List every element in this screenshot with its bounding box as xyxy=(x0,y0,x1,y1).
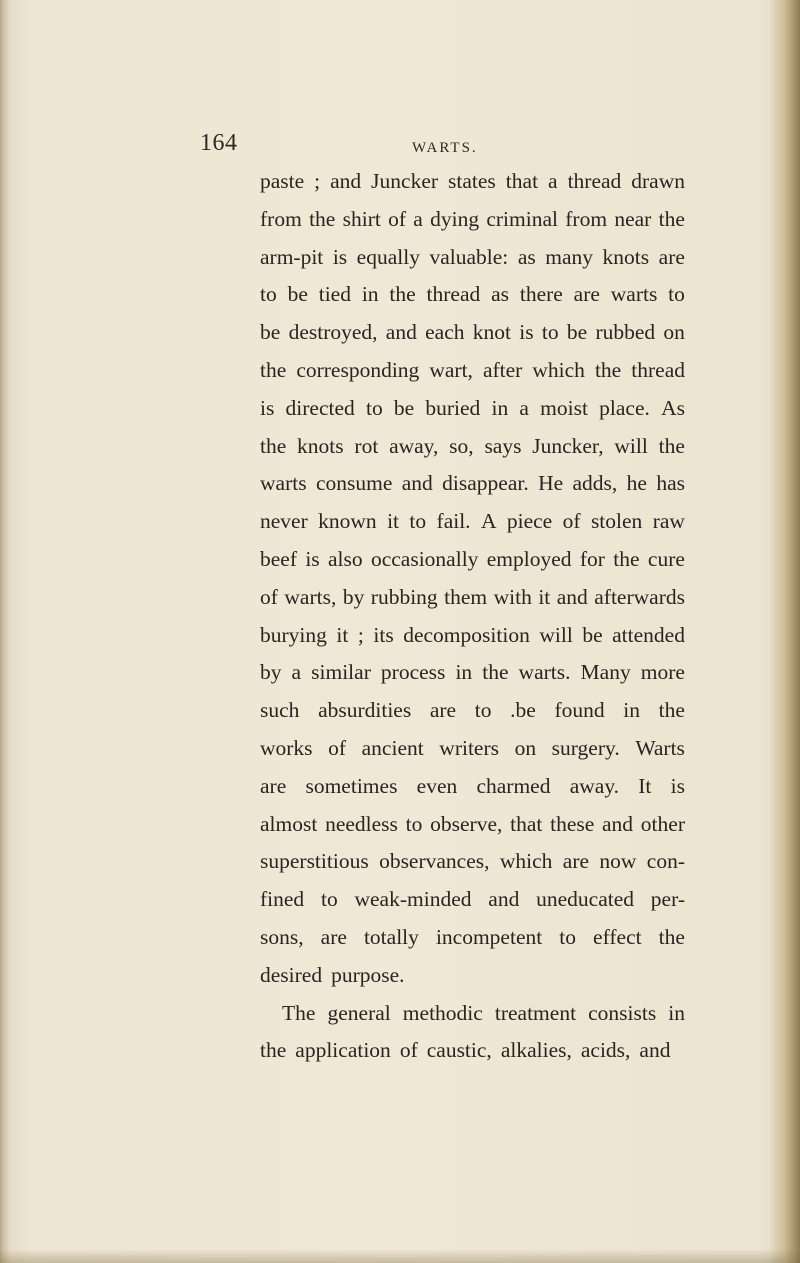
body-text xyxy=(260,163,685,1070)
text-line: by a similar process in the warts. Many more xyxy=(260,660,685,685)
text-line: warts consume and disappear. He adds, he has xyxy=(260,471,685,496)
page-right-edge xyxy=(770,0,800,1263)
text-line: works of ancient writers on surgery. Warts xyxy=(260,735,685,760)
text-line: beef is also occasionally employed for the cure xyxy=(260,546,685,571)
text-line: from the shirt of a dying criminal from near the xyxy=(260,206,685,231)
text-line: are sometimes even charmed away. It is xyxy=(260,773,685,798)
text-line: superstitious observances, which are now con- xyxy=(260,849,685,874)
text-line: of warts, by rubbing them with it and afterwards xyxy=(260,584,685,609)
text-line: the corresponding wart, after which the thread xyxy=(260,357,685,382)
page-left-edge xyxy=(0,0,10,1263)
text-line: sons, are totally incompetent to effect the xyxy=(260,924,685,949)
text-line: be destroyed, and each knot is to be rubbed on xyxy=(260,320,685,345)
text-line: almost needless to observe, that these and other xyxy=(260,811,685,836)
text-line: the application of caustic, alkalies, acids, and xyxy=(260,1038,671,1063)
text-line: paste ; and Juncker states that a thread drawn xyxy=(260,169,685,193)
text-line: desired purpose. xyxy=(260,962,405,987)
text-line: the knots rot away, so, says Juncker, will the xyxy=(260,433,685,458)
text-line: such absurdities are to .be found in the xyxy=(260,698,685,723)
text-line: is directed to be buried in a moist place. As xyxy=(260,395,685,420)
page-number: 164 xyxy=(200,130,238,156)
text-line: never known it to fail. A piece of stolen raw xyxy=(260,509,685,534)
text-line: to be tied in the thread as there are warts to xyxy=(260,282,685,307)
running-head: WARTS. xyxy=(412,140,478,156)
text-line: The general methodic treatment consists in xyxy=(282,1000,685,1025)
text-line: arm-pit is equally valuable: as many knots are xyxy=(260,244,685,269)
page-bottom-shadow xyxy=(0,1249,800,1263)
text-line: burying it ; its decomposition will be attended xyxy=(260,622,685,647)
text-line: fined to weak-minded and uneducated per- xyxy=(260,887,685,912)
